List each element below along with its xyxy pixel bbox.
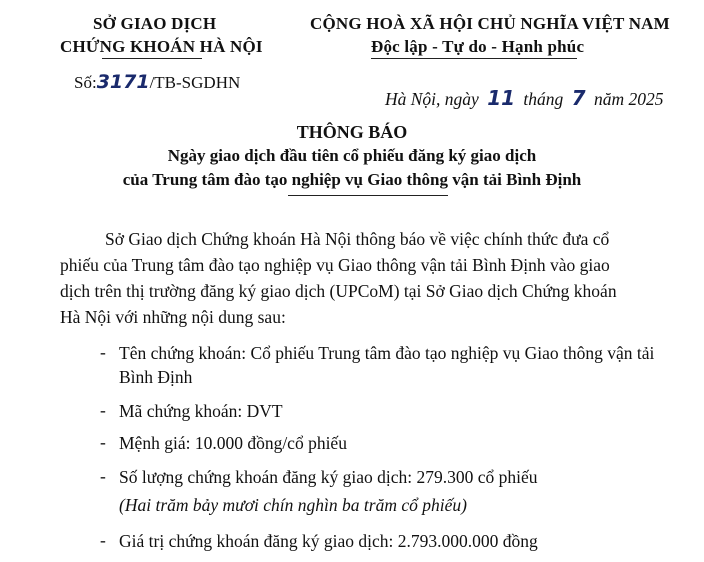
intro-line4: Hà Nội với những nội dung sau: — [60, 307, 286, 327]
doc-no-handwritten: 3171 — [96, 71, 150, 93]
intro-line3: dịch trên thị trường đăng ký giao dịch (UPCoM) tại Sở Giao dịch Chứng khoán — [60, 281, 617, 301]
item-share-count: Số lượng chứng khoán đăng ký giao dịch: 279.300 cổ phiếu — [119, 467, 538, 487]
date-year: năm 2025 — [593, 89, 664, 109]
notice-title: THÔNG BÁO — [296, 122, 408, 142]
item-security-name-cont: Bình Định — [119, 367, 193, 387]
doc-no-suffix: /TB-SGDHN — [149, 73, 241, 92]
date-month: 7 — [571, 86, 586, 110]
item-dash: - — [100, 530, 106, 550]
motto-underline — [371, 58, 577, 59]
item-dash: - — [100, 342, 106, 362]
subtitle-underline — [288, 195, 448, 196]
doc-no-prefix: Số: — [74, 73, 97, 92]
country-name: CỘNG HOÀ XÃ HỘI CHỦ NGHĨA VIỆT NAM — [310, 14, 670, 33]
item-share-count-words: (Hai trăm bảy mươi chín nghìn ba trăm cổ phiếu) — [119, 495, 467, 515]
date-day: 11 — [487, 86, 516, 110]
org-underline — [102, 58, 202, 59]
intro-line1: Sở Giao dịch Chứng khoán Hà Nội thông báo về việc chính thức đưa cổ — [105, 229, 610, 249]
org-name-line1: SỞ GIAO DỊCH — [93, 14, 217, 33]
item-ticker: Mã chứng khoán: DVT — [119, 401, 283, 421]
date-month-label: tháng — [523, 89, 564, 109]
org-name-line2: CHỨNG KHOÁN HÀ NỘI — [60, 37, 263, 56]
item-registered-value: Giá trị chứng khoán đăng ký giao dịch: 2.793.000.000 đồng — [119, 531, 538, 551]
notice-subtitle-line1: Ngày giao dịch đầu tiên cổ phiếu đăng ký giao dịch — [167, 146, 537, 165]
item-dash: - — [100, 432, 106, 452]
date-prefix: Hà Nội, ngày — [385, 89, 479, 109]
document-date — [385, 86, 663, 110]
national-motto: Độc lập - Tự do - Hạnh phúc — [371, 37, 585, 56]
item-par-value: Mệnh giá: 10.000 đồng/cổ phiếu — [119, 433, 347, 453]
notice-subtitle-line2: của Trung tâm đào tạo nghiệp vụ Giao thông vận tải Bình Định — [122, 170, 582, 189]
intro-line2: phiếu của Trung tâm đào tạo nghiệp vụ Giao thông vận tải Bình Định vào giao — [60, 255, 610, 275]
item-security-name: Tên chứng khoán: Cổ phiếu Trung tâm đào tạo nghiệp vụ Giao thông vận tải — [119, 343, 655, 363]
document-number — [74, 71, 240, 94]
item-dash: - — [100, 400, 106, 420]
item-dash: - — [100, 466, 106, 486]
